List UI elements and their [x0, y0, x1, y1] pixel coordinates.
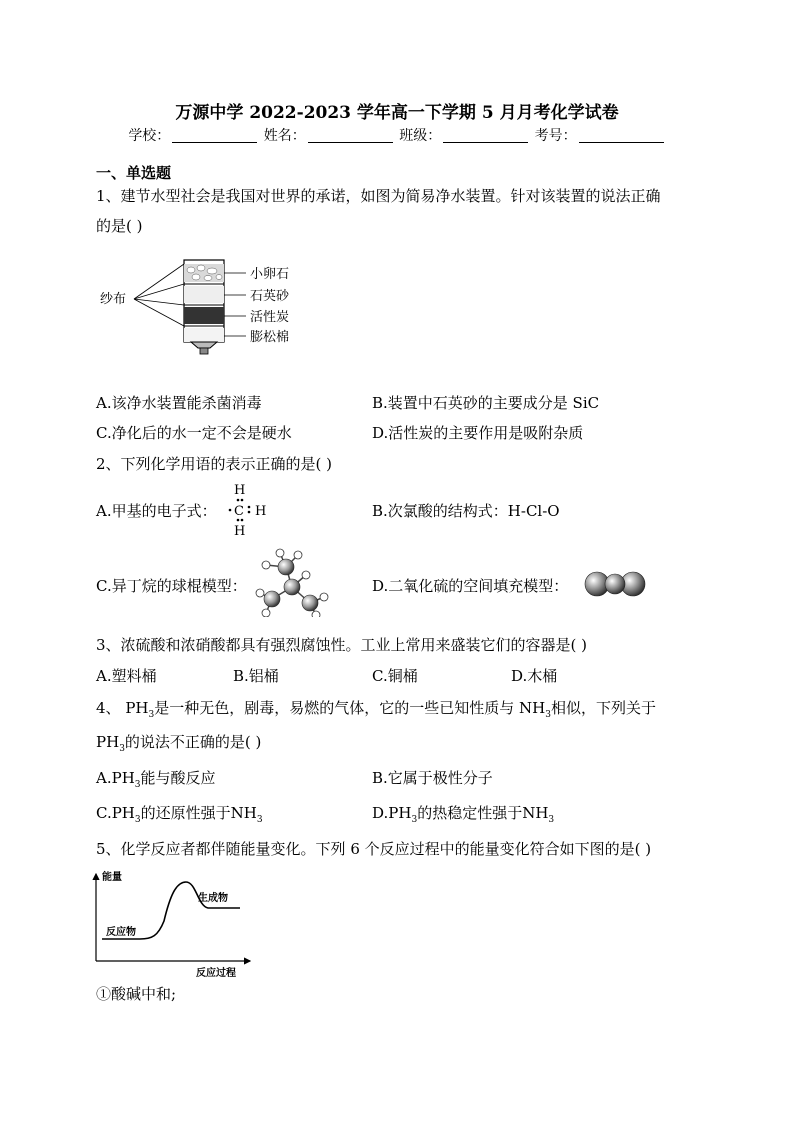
q5-stem: 5、化学反应者都伴随能量变化。下列 6 个反应过程中的能量变化符合如下图的是( ) [96, 840, 652, 858]
cotton-layer [184, 328, 224, 342]
x-axis-label: 反应过程 [196, 968, 236, 978]
q3-option-d: D.木桶 [511, 667, 558, 685]
outlet [191, 342, 217, 348]
carbon-layer [184, 307, 224, 324]
school-label: 学校： [128, 128, 171, 144]
cotton-label: 膨松棉 [250, 330, 290, 345]
q2-stem: 2、下列化学用语的表示正确的是( ) [96, 455, 333, 473]
q4-stem-line1: 4、 $PH_3$是一种无色，剧毒，易燃的气体，它的一些已知性质与 $NH_3$相似，下列关于 [96, 699, 657, 720]
q4-option-b: B.它属于极性分子 [372, 769, 493, 787]
gauze-pointers [134, 264, 184, 326]
section-title: 一、单选题 [96, 164, 172, 182]
exam-title: 万源中学 2022-2023 学年高一下学期 5 月月考化学试卷 [175, 103, 619, 123]
methyl-electron-formula [228, 480, 278, 540]
so2-space-filling-model [583, 568, 649, 600]
q4-option-a: $A.PH_3$能与酸反应 [96, 769, 216, 790]
svg-text:C: C [234, 504, 244, 519]
nh3-formula: $NH_3$ [519, 699, 551, 720]
q5-item-1: ①酸碱中和; [96, 985, 177, 1003]
pebble-label: 小卵石 [250, 267, 290, 282]
svg-text:H: H [255, 504, 267, 519]
q4-option-d: $D.PH_3$的热稳定性强于$NH_3$ [372, 804, 555, 825]
reactant-label: 反应物 [106, 927, 136, 938]
q3-option-b: B.铝桶 [233, 667, 279, 685]
q3-option-c: C.铜桶 [372, 667, 418, 685]
q2-option-d: D.二氧化硫的空间填充模型： [372, 577, 569, 595]
svg-text:H: H [234, 483, 246, 498]
q3-stem: 3、浓硫酸和浓硝酸都具有强烈腐蚀性。工业上常用来盛装它们的容器是( ) [96, 636, 588, 654]
school-blank [172, 128, 257, 143]
ph3-formula: $PH_3$ [96, 733, 125, 754]
q4-stem-line2: $PH_3$的说法不正确的是( ) [96, 733, 262, 754]
carbon-label: 活性炭 [250, 310, 290, 325]
sand-label: 石英砂 [250, 289, 290, 304]
isobutane-ball-stick-model [252, 545, 332, 617]
svg-text:H: H [234, 524, 246, 539]
q3-option-a: A.塑料桶 [96, 667, 157, 685]
q1-option-c: C.净化后的水一定不会是硬水 [96, 424, 292, 442]
ph3-formula: $PH_3$ [125, 699, 155, 720]
product-label: 生成物 [198, 893, 228, 904]
water-filter-figure [96, 252, 316, 364]
q2-option-b: B.次氯酸的结构式：H-Cl-O [372, 502, 560, 520]
q4-option-c: $C.PH_3$的还原性强于$NH_3$ [96, 804, 263, 825]
q1-option-b: B.装置中石英砂的主要成分是 SiC [372, 394, 600, 412]
student-info-row [0, 125, 794, 145]
q1-stem-line1: 1、建节水型社会是我国对世界的承诺，如图为简易净水装置。针对该装置的说法正确 [96, 187, 661, 205]
q2-option-a: A.甲基的电子式： [96, 502, 217, 520]
y-axis-label: 能量 [102, 872, 122, 883]
name-label: 姓名： [263, 128, 306, 144]
q1-option-d: D.活性炭的主要作用是吸附杂质 [372, 424, 584, 442]
name-blank [308, 128, 393, 143]
q1-stem-line2: 的是( ) [96, 217, 143, 235]
q1-option-a: A.该净水装置能杀菌消毒 [96, 394, 262, 412]
gauze-label: 纱布 [100, 292, 127, 307]
number-blank [579, 128, 664, 143]
number-label: 考号： [534, 128, 577, 144]
class-blank [443, 128, 528, 143]
class-label: 班级： [399, 128, 442, 144]
sand-layer [184, 286, 224, 303]
q2-option-c: C.异丁烷的球棍模型： [96, 577, 247, 595]
energy-profile-figure [90, 866, 260, 978]
